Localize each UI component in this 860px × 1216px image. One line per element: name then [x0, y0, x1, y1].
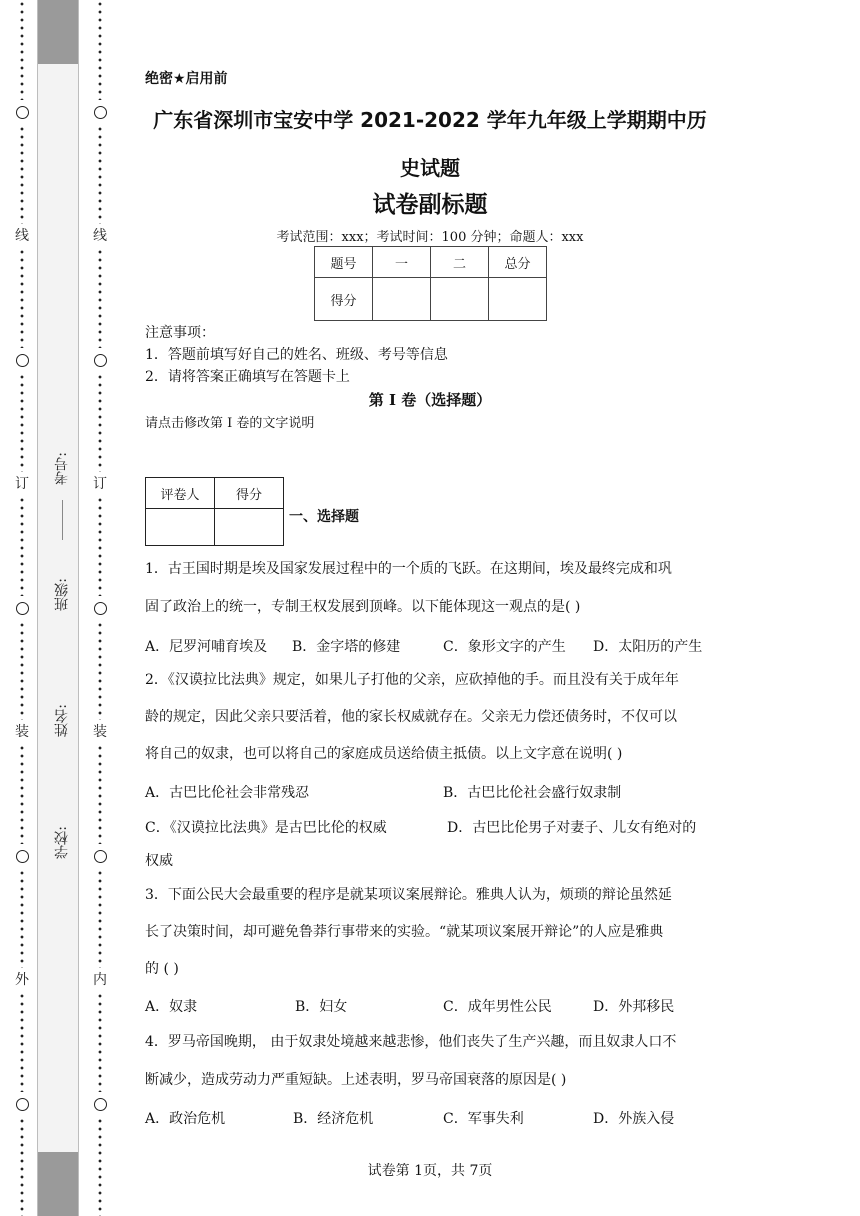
circle-marker	[94, 850, 107, 863]
question-3-option-a: A．奴隶	[145, 999, 198, 1015]
question-4-line: 断减少，造成劳动力严重短缺。上述表明，罗马帝国衰落的原因是( )	[145, 1072, 567, 1088]
question-1-line: 1．古王国时期是埃及国家发展过程中的一个质的飞跃。在这期间，埃及最终完成和巩	[145, 561, 672, 577]
score-header-cell: 题号	[315, 247, 373, 278]
title-line-1: 广东省深圳市宝安中学 2021-2022 学年九年级上学期期中历	[153, 108, 707, 132]
question-2-line: 将自己的奴隶，也可以将自己的家庭成员送给债主抵债。以上文字意在说明( )	[145, 746, 623, 762]
question-2-line: 2．《汉谟拉比法典》规定，如果儿子打他的父亲，应砍掉他的手。而且没有关于成年年	[145, 672, 679, 688]
question-2-option-b: B．古巴比伦社会盛行奴隶制	[443, 785, 622, 801]
field-exam-number-line	[62, 500, 63, 540]
outer-mark-ding: 订	[15, 476, 29, 492]
score-empty-cell	[489, 278, 547, 321]
notes-heading: 注意事项：	[145, 325, 215, 341]
score-table	[314, 246, 547, 321]
question-4-option-d: D．外族入侵	[593, 1111, 675, 1127]
section-description: 请点击修改第 I 卷的文字说明	[145, 416, 315, 431]
question-4-option-b: B．经济危机	[293, 1111, 374, 1127]
circle-marker	[94, 354, 107, 367]
part-title: 一、选择题	[289, 509, 359, 525]
score-empty-cell	[431, 278, 489, 321]
question-2-line: 龄的规定，因此父亲只要活着，他的家长权威就存在。父亲无力偿还债务时，不仅可以	[145, 709, 677, 725]
inner-mark-zhuang: 装	[93, 724, 107, 740]
field-school: 学校:	[54, 826, 70, 859]
field-name: 姓名:	[54, 704, 70, 737]
score-row-label: 得分	[315, 278, 373, 321]
grader-header: 得分	[215, 478, 284, 509]
question-1-line: 固了政治上的统一，专制王权发展到顶峰。以下能体现这一观点的是( )	[145, 599, 581, 615]
grader-empty-cell	[146, 509, 215, 546]
section-title: 第 I 卷（选择题）	[368, 391, 492, 409]
circle-marker	[16, 106, 29, 119]
circle-marker	[94, 1098, 107, 1111]
circle-marker	[94, 106, 107, 119]
secret-label: 绝密★启用前	[145, 71, 228, 87]
question-2-option-d-wrap: 权威	[145, 853, 173, 869]
question-4-line: 4．罗马帝国晚期， 由于奴隶处境越来越悲惨，他们丧失了生产兴趣，而且奴隶人口不	[145, 1034, 677, 1050]
gutter-cap-top	[38, 0, 78, 64]
circle-marker	[16, 354, 29, 367]
question-2-option-a: A．古巴比伦社会非常残忍	[145, 785, 310, 801]
grader-empty-cell	[215, 509, 284, 546]
notes-item: 1．答题前填写好自己的姓名、班级、考号等信息	[145, 347, 448, 363]
score-header-cell: 总分	[489, 247, 547, 278]
question-3-option-d: D．外邦移民	[593, 999, 675, 1015]
inner-dotted-line	[92, 0, 108, 1216]
question-3-line: 的 ( )	[145, 961, 179, 977]
outer-mark-xian: 线	[15, 228, 29, 244]
question-1-option-b: B．金字塔的修建	[292, 639, 401, 655]
outer-mark-wai: 外	[15, 972, 29, 988]
score-empty-cell	[373, 278, 431, 321]
question-4-option-a: A．政治危机	[145, 1111, 226, 1127]
outer-mark-zhuang: 装	[15, 724, 29, 740]
question-2-option-c: C．《汉谟拉比法典》是古巴比伦的权威	[145, 820, 387, 836]
score-header-cell: 一	[373, 247, 431, 278]
question-3-option-c: C．成年男性公民	[443, 999, 552, 1015]
question-1-option-d: D．太阳历的产生	[593, 639, 703, 655]
page-footer: 试卷第 1页，共 7页	[367, 1163, 493, 1179]
inner-mark-nei: 内	[93, 972, 107, 988]
gutter-cap-bottom	[38, 1152, 78, 1216]
circle-marker	[16, 1098, 29, 1111]
grader-table	[145, 477, 284, 546]
outer-dotted-line	[14, 0, 30, 1216]
circle-marker	[16, 850, 29, 863]
page-title	[145, 96, 715, 192]
question-1-option-a: A．尼罗河哺育埃及	[145, 639, 268, 655]
circle-marker	[16, 602, 29, 615]
title-line-2: 史试题	[400, 156, 460, 180]
score-header-cell: 二	[431, 247, 489, 278]
question-4-option-c: C．军事失利	[443, 1111, 524, 1127]
question-3-line: 长了决策时间，却可避免鲁莽行事带来的实验。“就某项议案展开辩论”的人应是雅典	[145, 924, 664, 940]
grader-header: 评卷人	[146, 478, 215, 509]
page-subtitle: 试卷副标题	[372, 192, 488, 218]
inner-mark-xian: 线	[93, 228, 107, 244]
notes-item: 2．请将答案正确填写在答题卡上	[145, 369, 350, 385]
question-2-option-d: D．古巴比伦男子对妻子、儿女有绝对的	[447, 820, 697, 836]
question-3-option-b: B．妇女	[295, 999, 348, 1015]
question-3-line: 3．下面公民大会最重要的程序是就某项议案展辩论。雅典人认为，烦琐的辩论虽然延	[145, 887, 672, 903]
circle-marker	[94, 602, 107, 615]
field-exam-number: 考号:	[54, 452, 70, 485]
exam-info: 考试范围：xxx；考试时间：100 分钟；命题人：xxx	[276, 230, 584, 245]
question-1-option-c: C．象形文字的产生	[443, 639, 566, 655]
field-class: 班级:	[54, 578, 70, 611]
inner-mark-ding: 订	[93, 476, 107, 492]
notes	[145, 322, 448, 388]
